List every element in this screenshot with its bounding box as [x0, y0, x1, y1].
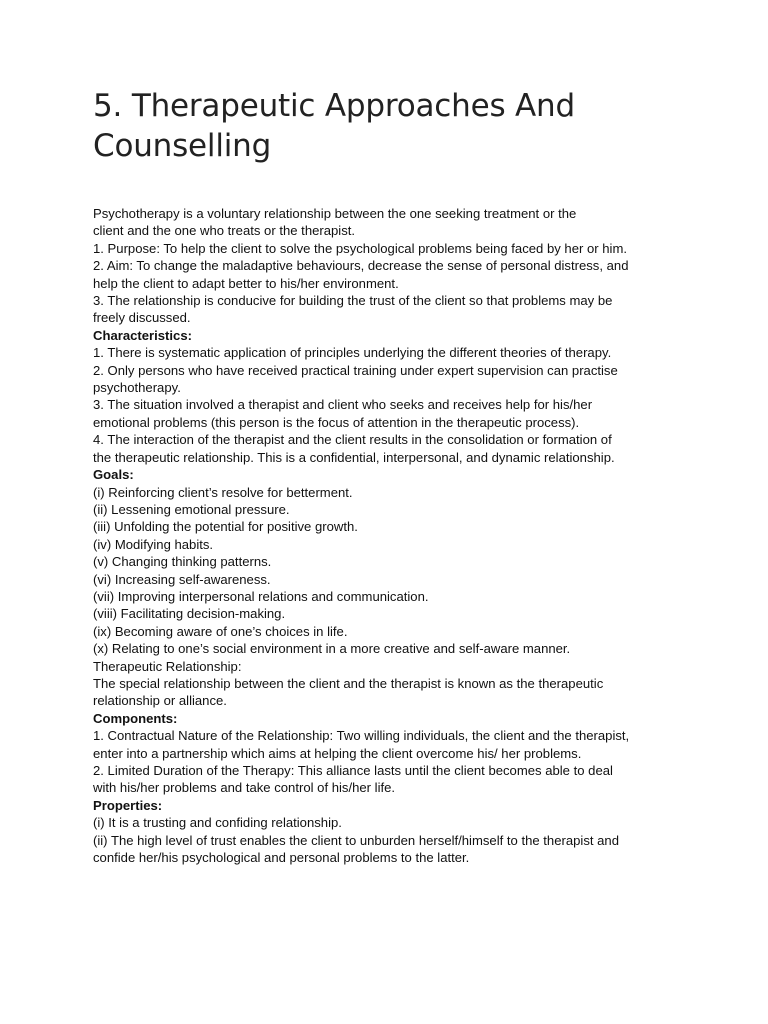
- body-text-line: 2. Aim: To change the maladaptive behaviours, decrease the sense of personal distress, and: [93, 258, 629, 274]
- body-text-line: enter into a partnership which aims at helping the client overcome his/ her problems.: [93, 745, 582, 761]
- body-text-line: relationship or alliance.: [93, 693, 227, 709]
- body-text-line: 4. The interaction of the therapist and the client results in the consolidation or formation of: [93, 432, 612, 448]
- body-text-line: confide her/his psychological and personal problems to the latter.: [93, 850, 470, 866]
- body-text-line: (i) It is a trusting and confiding relationship.: [93, 815, 342, 831]
- body-text-line: (vi) Increasing self-awareness.: [93, 571, 271, 587]
- body-text-line: 3. The relationship is conducive for building the trust of the client so that problems may be: [93, 293, 613, 309]
- body-text-line: (x) Relating to one’s social environment in a more creative and self-aware manner.: [93, 641, 571, 657]
- body-text-line: (iv) Modifying habits.: [93, 536, 214, 552]
- section-heading: Characteristics:: [93, 327, 192, 343]
- section-heading: Components:: [93, 710, 178, 726]
- body-text-line: 1. Purpose: To help the client to solve the psychological problems being faced by her or him.: [93, 240, 627, 256]
- body-text-line: help the client to adapt better to his/her environment.: [93, 275, 399, 291]
- body-text-line: Psychotherapy is a voluntary relationship between the one seeking treatment or the: [93, 206, 577, 221]
- body-text-line: (ix) Becoming aware of one’s choices in life.: [93, 623, 348, 639]
- page-title: 5. Therapeutic Approaches And Counselling: [93, 88, 575, 164]
- body-text-line: (viii) Facilitating decision-making.: [93, 606, 286, 622]
- body-text-line: freely discussed.: [93, 310, 191, 326]
- section-heading: Properties:: [93, 797, 163, 813]
- body-text-line: 2. Only persons who have received practical training under expert supervision can practise: [93, 362, 618, 378]
- body-text-line: emotional problems (this person is the focus of attention in the therapeutic process).: [93, 414, 580, 430]
- body-text-line: client and the one who treats or the therapist.: [93, 223, 356, 239]
- body-text-line: psychotherapy.: [93, 380, 181, 396]
- body-text-line: (ii) The high level of trust enables the client to unburden herself/himself to the therapist and: [93, 832, 619, 848]
- body-text-line: The special relationship between the client and the therapist is known as the therapeutic: [93, 675, 604, 691]
- body-text-line: 1. There is systematic application of principles underlying the different theories of therapy.: [93, 345, 612, 361]
- section-heading: Goals:: [93, 467, 134, 483]
- body-text-line: (iii) Unfolding the potential for positive growth.: [93, 519, 358, 535]
- body-text-line: with his/her problems and take control of his/her life.: [93, 780, 396, 796]
- body-text-line: Therapeutic Relationship:: [93, 658, 242, 674]
- body-text-line: (i) Reinforcing client’s resolve for betterment.: [93, 484, 353, 500]
- body-text-line: the therapeutic relationship. This is a confidential, interpersonal, and dynamic relationship.: [93, 449, 615, 465]
- document-body: [93, 205, 683, 866]
- body-text-line: 3. The situation involved a therapist and client who seeks and receives help for his/her: [93, 397, 593, 413]
- body-text-line: (vii) Improving interpersonal relations and communication.: [93, 588, 429, 604]
- body-text-line: (v) Changing thinking patterns.: [93, 554, 272, 570]
- body-text-line: 2. Limited Duration of the Therapy: This alliance lasts until the client becomes able to deal: [93, 763, 613, 778]
- body-text-line: 1. Contractual Nature of the Relationship: Two willing individuals, the client and the therapist,: [93, 728, 630, 744]
- body-text-line: (ii) Lessening emotional pressure.: [93, 501, 290, 517]
